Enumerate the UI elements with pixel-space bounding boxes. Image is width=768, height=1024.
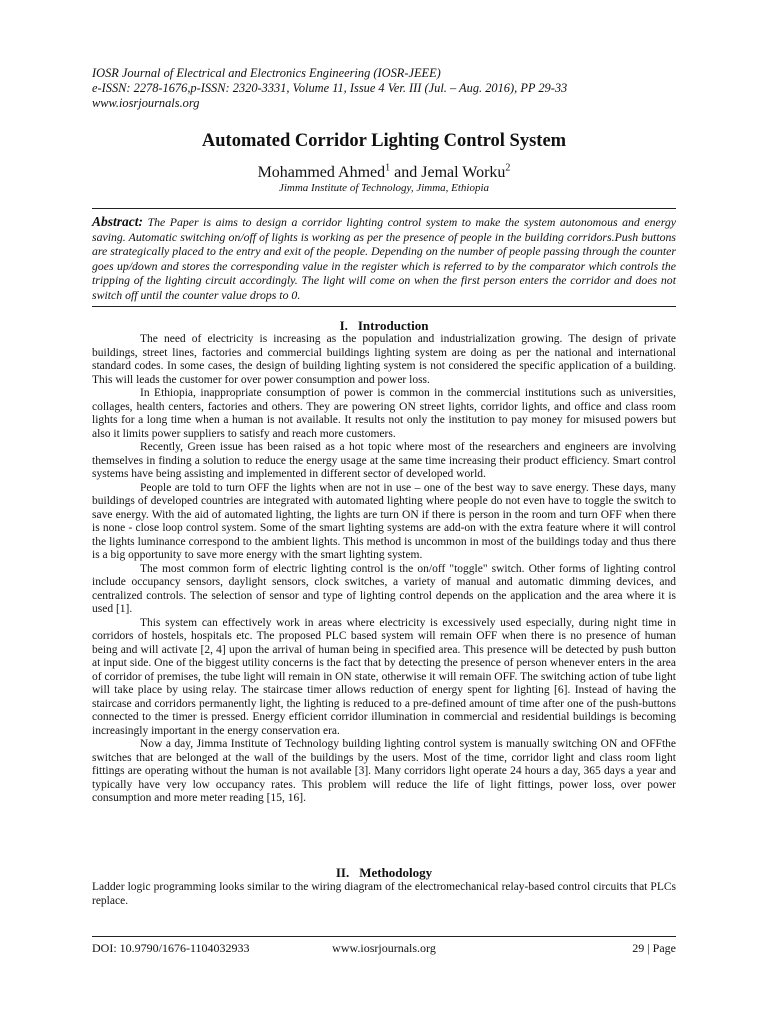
journal-website: www.iosrjournals.org — [92, 96, 200, 110]
abstract — [92, 215, 676, 302]
journal-issn: e-ISSN: 2278-1676,p-ISSN: 2320-3331, Volume 11, Issue 4 Ver. III (Jul. – Aug. 2016), PP 29-33 — [92, 81, 568, 95]
abstract-label: Abstract: — [92, 214, 144, 229]
section-heading-methodology — [92, 865, 676, 881]
paper-title: Automated Corridor Lighting Control System — [201, 131, 567, 151]
abstract-top-rule — [92, 208, 676, 209]
paragraph: In Ethiopia, inappropriate consumption of power is common in the commercial institutions such as universities, collages, health centers, factories and others. They are powering ON street lights, corridor lights, and office and class room lights for a long time when a human is not available. It results not only the institution to pay money for misused powers but also it limits power suppliers to satisfy and reach more customers. — [92, 387, 676, 440]
footer-website: www.iosrjournals.org — [332, 941, 436, 955]
abstract-text: The Paper is aims to design a corridor lighting control system to make the system autonomous and energy saving. Automatic switching on/off of lights is working as per the presence of people in the building corridors.Push buttons are strategically placed to the entry and exit of the people. Depending on the number of people passing through the counter goes up/down and stores the corresponding value in the register which is referred to by the comparator which controls the tripping of the lighting circuit accordingly. The light will come on when the first person enters the corridor and does not switch off until the counter value drops to 0. — [92, 215, 676, 302]
paragraph: This system can effectively work in areas where electricity is excessively used especially, during night time in corridors of hostels, hospitals etc. The proposed PLC based system will remain OFF when there is no presence of human being and will activate [2, 4] upon the arrival of human being in specified area. This presence will be detected by push button at input side. One of the biggest utility concerns is the fact that by detecting the presence of person whenever enters in the area of corridor of premises, the tube light will remain in ON state, otherwise it will remain OFF. The switching action of tube light will take place by using relay. The staircase timer allows reduction of energy spent for lighting [6]. Instead of having the staircase and corridors permanently light, the lighting is reduced to a pre-defined amount of time after one of the push-buttons connected to the timer is pressed. Energy efficient corridor illumination in commercial and residential buildings is becoming increasingly important in the energy conservation era. — [92, 616, 676, 737]
author-affiliation: Jimma Institute of Technology, Jimma, Ethiopia — [278, 182, 490, 194]
author-2: Jemal Worku — [421, 164, 506, 181]
introduction-body — [92, 333, 676, 806]
author-1-affiliation-mark: 1 — [385, 162, 391, 174]
footer-doi: DOI: 10.9790/1676-1104032933 — [92, 941, 250, 955]
page-footer — [92, 940, 676, 956]
section-number: I. — [339, 318, 348, 333]
paragraph: Ladder logic programming looks similar to the wiring diagram of the electromechanical relay-based control circuits that PLCs replace. — [92, 881, 676, 907]
author-conjunction: and — [390, 164, 422, 181]
paragraph: People are told to turn OFF the lights when are not in use – one of the best way to save energy. These days, many buildings of developed countries are integrated with automated lighting where people do not even have to toggle the switch to save energy. With the aid of automated lighting, the lights are turn ON if there is person in the room and turn OFF when there is none - close loop control system. Some of the smart lighting systems are add-on with the extra feature where it will control the lights luminance correspond to the ambient lights. This method is uncommon in most of the buildings today and thus there is a big opportunity to save more energy with the smart lighting system. — [92, 481, 676, 561]
author-2-affiliation-mark: 2 — [505, 162, 511, 174]
journal-name: IOSR Journal of Electrical and Electronics Engineering (IOSR-JEEE) — [92, 66, 441, 80]
paragraph: Recently, Green issue has been raised as a hot topic where most of the researchers and engineers are involving themselves in finding a solution to reduce the energy usage at the same time increasing their product efficiency. Smart control systems have being assisting and implemented in different sector of developed world. — [92, 441, 676, 480]
journal-header — [92, 66, 692, 111]
section-title: Methodology — [359, 865, 433, 880]
paragraph: Now a day, Jimma Institute of Technology building lighting control system is manually switching ON and OFFthe switches that are belonged at the wall of the buildings by the users. Most of the time, corridor light and class room light fittings are operating without the human is not available [3]. Many corridors light operate 24 hours a day, 365 days a year and typically have very low occupancy rates. This problem will reduce the life of light fittings, power loss, over power consumption and more meter reading [15, 16]. — [92, 738, 676, 804]
footer-rule — [92, 936, 676, 937]
paragraph: The most common form of electric lighting control is the on/off "toggle" switch. Other forms of lighting control include occupancy sensors, daylight sensors, clock switches, a variety of manual and automatic dimming devices, and centralized controls. The selection of sensor and type of lighting control depends on the application and the area where it is used [1]. — [92, 562, 676, 615]
abstract-bottom-rule — [92, 306, 676, 307]
footer-page-number: 29 | Page — [632, 941, 676, 955]
section-number: II. — [335, 865, 350, 880]
paper-authors — [92, 163, 676, 183]
paragraph: The need of electricity is increasing as the population and industrialization growing. The design of private buildings, street lines, factories and commercial buildings lighting system are doing as per the national and international standard codes. In some cases, the design of building lighting system is not considered the specific application of a building. This will leads the customer for over power consumption and power loss. — [92, 333, 676, 386]
author-1: Mohammed Ahmed — [257, 164, 386, 181]
section-title: Introduction — [357, 318, 429, 333]
section-heading-introduction — [92, 318, 676, 334]
methodology-body — [92, 881, 676, 908]
